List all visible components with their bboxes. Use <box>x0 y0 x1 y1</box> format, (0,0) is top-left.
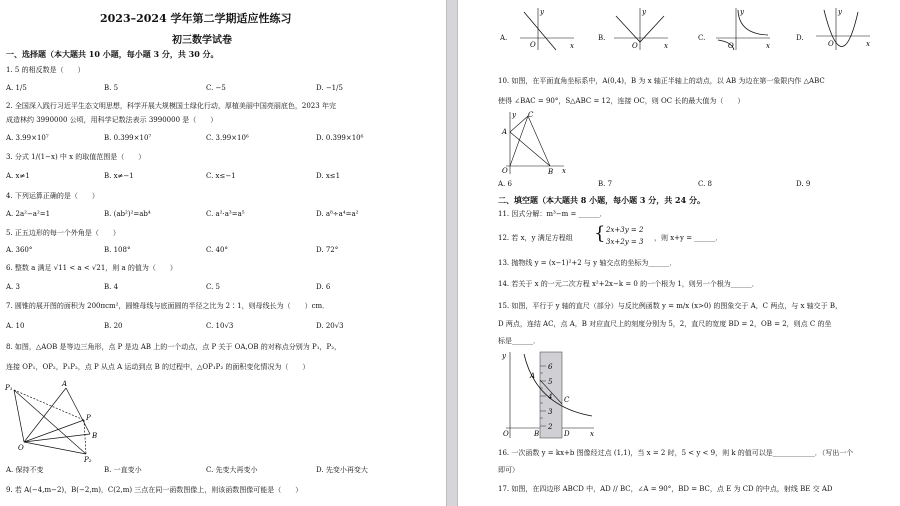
svg-text:y: y <box>642 8 646 16</box>
label-p2: P₂ <box>84 456 92 464</box>
question-3: 3. 分式 1/(1−x) 中 x 的取值范围是（ ） <box>6 153 146 161</box>
svg-text:6: 6 <box>548 363 553 371</box>
q1-option-b: B. 5 <box>104 84 119 92</box>
svg-text:3: 3 <box>548 408 553 416</box>
q12-brace: { <box>594 223 606 244</box>
question-13: 13. 抛物线 y = (x−1)²+2 与 y 轴交点的坐标为______． <box>498 259 677 267</box>
label-p: P <box>86 414 91 422</box>
q8-option-a: A. 保持不变 <box>6 466 44 474</box>
left-page <box>0 0 446 506</box>
question-12-prefix: 12. 若 x，y 满足方程组 <box>498 234 573 242</box>
q8-option-c: C. 先变大再变小 <box>206 466 258 474</box>
label-o: O <box>18 444 24 452</box>
question-14: 14. 若关于 x 的一元二次方程 x²+2x−k = 0 的一个根为 1，则另一个根为______． <box>498 280 759 288</box>
q2-option-c: C. 3.99×10⁶ <box>206 134 249 142</box>
q1-option-d: D. −1/5 <box>316 84 343 92</box>
q3-option-c: C. x≤−1 <box>206 172 236 180</box>
question-16-line-2: 即可） <box>498 466 519 474</box>
svg-text:4: 4 <box>548 393 553 401</box>
svg-text:x: x <box>562 167 566 175</box>
q10-option-d: D. 9 <box>796 180 811 188</box>
svg-text:C: C <box>564 396 570 404</box>
segment-ab <box>66 388 90 434</box>
q2-option-d: D. 0.399×10⁶ <box>316 134 364 142</box>
question-1: 1. 5 的相反数是（ ） <box>6 66 85 74</box>
q4-option-c: C. a²·a³=a⁵ <box>206 210 245 218</box>
q4-option-b: B. (ab²)²=ab⁴ <box>104 210 151 218</box>
q10-option-b: B. 7 <box>598 180 613 188</box>
exam-subtitle: 初三数学试卷 <box>172 35 232 46</box>
label-a: A <box>62 380 68 388</box>
q7-option-b: B. 20 <box>104 322 123 330</box>
q9-graph-a <box>516 6 576 52</box>
question-12-suffix: ，则 x+y = ______． <box>654 234 723 242</box>
page-gutter <box>446 0 458 506</box>
q9-option-d-label: D. <box>796 34 804 42</box>
section-2-heading: 二、填空题（本大题共 8 小题，每小题 3 分，共 24 分。 <box>498 195 705 205</box>
q9-a-curve <box>524 12 556 50</box>
right-page <box>458 0 900 506</box>
question-7: 7. 圆锥的展开图的面积为 200πcm²，圆锥母线与底面圆的半径之比为 2∶1，则母线长为（ ）cm． <box>6 302 330 310</box>
svg-text:A: A <box>502 128 508 136</box>
q5-option-a: A. 360° <box>6 246 33 254</box>
question-4: 4. 下列运算正确的是（ ） <box>6 192 99 200</box>
svg-text:O: O <box>503 430 509 438</box>
q10-figure <box>498 110 568 176</box>
q8-option-d: D. 先变小再变大 <box>316 466 368 474</box>
svg-text:2: 2 <box>548 423 553 431</box>
q5-option-b: B. 108° <box>104 246 131 254</box>
q7-option-a: A. 10 <box>6 322 25 330</box>
svg-text:B: B <box>534 430 540 438</box>
svg-text:A: A <box>530 372 536 380</box>
question-9: 9. 若 A(−4,m−2)，B(−2,m)，C(2,m) 三点在同一函数图像上，则该函数图像可能是（ ） <box>6 486 303 494</box>
label-b: B <box>92 432 98 440</box>
svg-text:O: O <box>632 42 638 50</box>
question-15-line-1: 15. 如图，平行于 y 轴的直尺（部分）与反比例函数 y = m/x (x>0) 的图象交于 A，C 两点，与 x 轴交于 B， <box>498 302 843 310</box>
q8-option-b: B. 一直变小 <box>104 466 142 474</box>
question-2-line-1: 2. 全国深入践行习近平生态文明思想，科学开展大规模国土绿化行动，厚植美丽中国亮丽底色，2023 年完 <box>6 102 336 110</box>
q3-option-a: A. x≠1 <box>6 172 30 180</box>
q8-figure <box>4 378 114 464</box>
svg-text:5: 5 <box>548 378 553 386</box>
svg-text:O: O <box>728 42 734 50</box>
question-11: 11. 因式分解：m³−m = ______． <box>498 210 607 218</box>
question-10-line-1: 10. 如图，在平面直角坐标系中，A(0,4)，B 为 x 轴正半轴上的动点，以 AB 为边在第一象限内作 △ABC <box>498 77 825 85</box>
question-10-line-2: 使得 ∠BAC = 90°，S△ABC = 12，连接 OC，则 OC 长的最大值为（ ） <box>498 97 745 105</box>
question-6: 6. 整数 a 满足 √11 < a < √21，则 a 的值为（ ） <box>6 264 177 272</box>
q1-option-a: A. 1/5 <box>6 84 27 92</box>
q9-graph-c <box>712 6 772 52</box>
q10-option-c: C. 8 <box>698 180 713 188</box>
segment-p1p2 <box>14 390 86 454</box>
segment-oa <box>24 388 66 442</box>
svg-text:y: y <box>512 111 516 119</box>
svg-text:y: y <box>502 352 506 360</box>
q2-option-a: A. 3.99×10⁷ <box>6 134 49 142</box>
svg-text:y: y <box>838 8 842 16</box>
svg-text:x: x <box>766 42 770 50</box>
question-5: 5. 正五边形的每一个外角是（ ） <box>6 229 120 237</box>
q5-option-d: D. 72° <box>316 246 339 254</box>
q9-graph-d <box>812 6 872 52</box>
svg-text:O: O <box>530 41 536 49</box>
q2-option-b: B. 0.399×10⁷ <box>104 134 152 142</box>
label-p1: P₁ <box>5 384 13 392</box>
q3-option-b: B. x≠−1 <box>104 172 134 180</box>
q9-option-b-label: B. <box>598 34 606 42</box>
q7-option-d: D. 20√3 <box>316 322 344 330</box>
q5-option-c: C. 40° <box>206 246 228 254</box>
svg-text:x: x <box>590 430 594 438</box>
q6-option-b: B. 4 <box>104 283 119 291</box>
q4-option-d: D. a⁸÷a⁴=a² <box>316 210 359 218</box>
question-16-line-1: 16. 一次函数 y = kx+b 图像经过点 (1,1)，当 x = 2 时，5 < y < 9，则 k 的值可以是____________．（写出一个 <box>498 449 854 457</box>
svg-text:B: B <box>548 168 554 176</box>
question-2-line-2: 成造林约 3990000 公顷，用科学记数法表示 3990000 是（ ） <box>6 116 218 124</box>
q4-option-a: A. 2a²−a²=1 <box>6 210 51 218</box>
q6-option-c: C. 5 <box>206 283 221 291</box>
q9-option-c-label: C. <box>698 34 706 42</box>
svg-text:x: x <box>570 42 574 50</box>
svg-text:O: O <box>502 167 508 175</box>
exam-title: 2023–2024 学年第二学期适应性练习 <box>100 12 292 25</box>
q7-option-c: C. 10√3 <box>206 322 234 330</box>
question-15-line-2: D 两点，连结 AC，点 A，B 对应直尺上的刻度分别为 5，2，直尺的宽度 BD = 2，OB = 2，则点 C 的坐 <box>498 320 832 328</box>
q6-option-d: D. 6 <box>316 283 331 291</box>
q10-option-a: A. 6 <box>498 180 512 188</box>
svg-text:y: y <box>740 8 744 16</box>
question-15-line-3: 标是______． <box>498 337 540 345</box>
q12-equation-2: 3x+2y = 3 <box>606 238 644 246</box>
svg-text:C: C <box>528 111 534 119</box>
q9-graph-b <box>610 6 670 52</box>
svg-text:x: x <box>664 42 668 50</box>
svg-text:x: x <box>866 40 870 48</box>
question-8-line-2: 连接 OP₁，OP₂，P₁P₂，点 P 从点 A 运动到点 B 的过程中，△OP₁P₂ 的面积变化情况为（ ） <box>6 363 310 371</box>
q1-option-c: C. −5 <box>206 84 226 92</box>
q9-option-a-label: A. <box>500 34 508 42</box>
question-17: 17. 如图，在四边形 ABCD 中，AD // BC，∠A = 90°，BD = BC，点 E 为 CD 的中点，射线 BE 交 AD <box>498 485 833 493</box>
q6-option-a: A. 3 <box>6 283 20 291</box>
segment-op2 <box>24 442 86 454</box>
section-1-heading: 一、选择题（本大题共 10 小题，每小题 3 分，共 30 分。 <box>6 49 219 59</box>
segment-p1p <box>14 390 84 420</box>
q3-option-d: D. x≤1 <box>316 172 341 180</box>
svg-text:O: O <box>828 40 834 48</box>
svg-text:y: y <box>540 8 544 16</box>
svg-text:D: D <box>564 430 570 438</box>
question-8-line-1: 8. 如图，△AOB 是等边三角形，点 P 是边 AB 上的一个动点，点 P 关于 OA,OB 的对称点分别为 P₁，P₂， <box>6 343 342 351</box>
q15-figure <box>498 350 598 440</box>
segment-oc <box>510 116 528 166</box>
segment-bc <box>528 116 550 166</box>
q12-equation-1: 2x+3y = 2 <box>606 226 644 234</box>
